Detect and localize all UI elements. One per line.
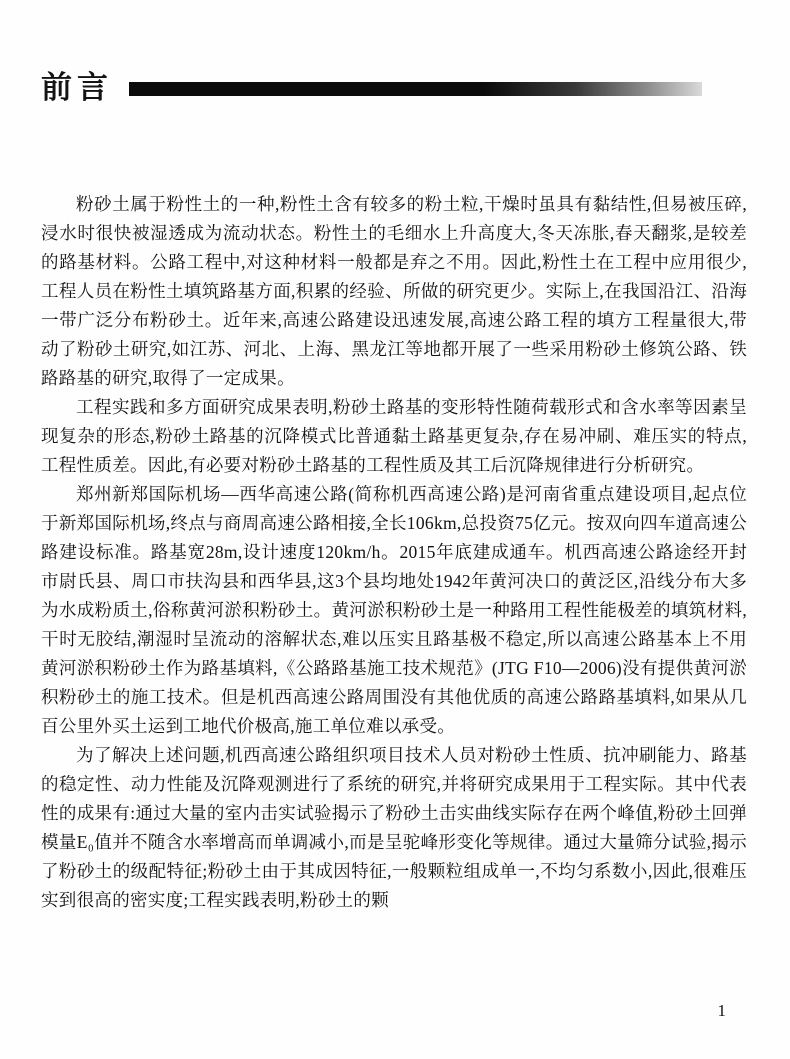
page-number: 1 (717, 1001, 726, 1020)
preface-body (41, 190, 747, 915)
paragraph-3: 郑州新郑国际机场—西华高速公路(简称机西高速公路)是河南省重点建设项目,起点位于新郑国际机场,终点与商周高速公路相接,全长106km,总投资75亿元。按双向四车道高速公路建设标准。路基宽28m,设计速度120km/h。2015年底建成通车。机西高速公路途经开封市尉氏县、周口市扶沟县和西华县,这3个县均地处1942年黄河决口的黄泛区,沿线分布大多为水成粉质土,俗称黄河淤积粉砂土。黄河淤积粉砂土是一种路用工程性能极差的填筑材料,干时无胶结,潮湿时呈流动的溶解状态,难以压实且路基极不稳定,所以高速公路基本上不用黄河淤积粉砂土作为路基填料,《公路路基施工技术规范》(JTG F10—2006)没有提供黄河淤积粉砂土的施工技术。但是机西高速公路周围没有其他优质的高速公路路基填料,如果从几百公里外买土运到工地代价极高,施工单位难以承受。 (41, 484, 747, 736)
preface-header (41, 72, 702, 103)
page-title: 前言 (41, 70, 113, 105)
title-decorative-bar (129, 82, 702, 96)
paragraph-4: 为了解决上述问题,机西高速公路组织项目技术人员对粉砂土性质、抗冲刷能力、路基的稳定性、动力性能及沉降观测进行了系统的研究,并将研究成果用于工程实际。其中代表性的成果有:通过大量的室内击实试验揭示了粉砂土击实曲线实际存在两个峰值,粉砂土回弹模量E₀值并不随含水率增高而单调减小,而是呈驼峰形变化等规律。通过大量筛分试验,揭示了粉砂土的级配特征;粉砂土由于其成因特征,一般颗粒组成单一,不均匀系数小,因此,很难压实到很高的密实度;工程实践表明,粉砂土的颗 (41, 745, 747, 910)
paragraph-1: 粉砂土属于粉性土的一种,粉性土含有较多的粉土粒,干燥时虽具有黏结性,但易被压碎,浸水时很快被湿透成为流动状态。粉性土的毛细水上升高度大,冬天冻胀,春天翻浆,是较差的路基材料。公路工程中,对这种材料一般都是弃之不用。因此,粉性土在工程中应用很少,工程人员在粉性土填筑路基方面,积累的经验、所做的研究更少。实际上,在我国沿江、沿海一带广泛分布粉砂土。近年来,高速公路建设迅速发展,高速公路工程的填方工程量很大,带动了粉砂土研究,如江苏、河北、上海、黑龙江等地都开展了一些采用粉砂土修筑公路、铁路路基的研究,取得了一定成果。 (41, 194, 747, 388)
paragraph-2: 工程实践和多方面研究成果表明,粉砂土路基的变形特性随荷载形式和含水率等因素呈现复杂的形态,粉砂土路基的沉降模式比普通黏土路基更复杂,存在易冲刷、难压实的特点,工程性质差。因此,有必要对粉砂土路基的工程性质及其工后沉降规律进行分析研究。 (41, 397, 747, 475)
